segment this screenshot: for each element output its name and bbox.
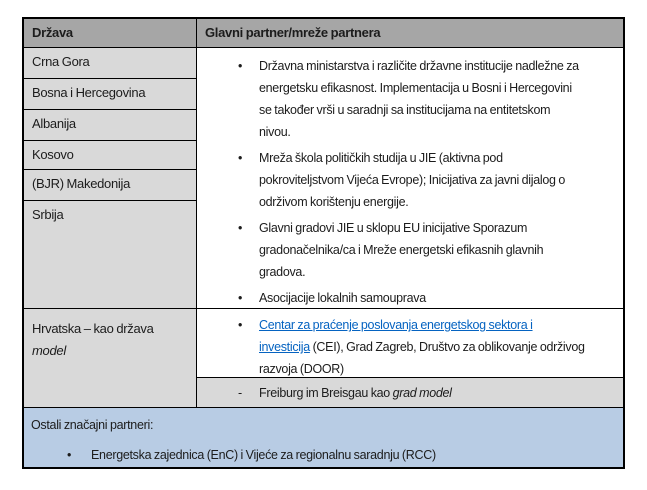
country-cell-srbija: Srbija	[24, 201, 196, 308]
freiburg-text-line	[259, 382, 619, 404]
bullet-text-line: energetsku efikasnost. Implementacija u Bosni i Hercegovini	[259, 81, 572, 95]
bullet-icon: •	[238, 221, 243, 235]
cei-text-rest: (CEI), Grad Zagreb, Društvo za oblikovanje održivog	[309, 340, 585, 354]
partner-bullet-ministries	[238, 55, 619, 143]
partner-bullet-schools-network	[238, 147, 619, 213]
bullet-text-line: nivou.	[259, 125, 291, 139]
footer-bullet-enc-rcc	[67, 444, 615, 466]
bullet-icon: •	[67, 448, 72, 462]
header-cell-country: Država	[24, 19, 196, 47]
bullet-text-line: gradonačelnika/ca i Mreže energetski efikasnih glavnih	[259, 243, 544, 257]
partner-bullet-associations	[238, 287, 619, 308]
bullet-text-line: Državna ministarstva i različite državne institucije nadležne za	[259, 59, 579, 73]
freiburg-text: Freiburg im Breisgau kao	[259, 386, 393, 400]
croatia-label-line: Hrvatska – kao država	[32, 321, 154, 336]
partner-bullet-capital-cities	[238, 217, 619, 283]
bullet-text-line: pokroviteljstvom Vijeća Evrope); Inicijativa za javni dijalog o	[259, 173, 565, 187]
croatia-partners-cell	[197, 309, 623, 377]
footer-bullet-text: Energetska zajednica (EnC) i Vijeće za regionalnu saradnju (RCC)	[91, 448, 436, 462]
croatia-bullet-cei	[238, 314, 619, 377]
country-cell-crna-gora: Crna Gora	[24, 48, 196, 78]
bullet-text-line: gradova.	[259, 265, 306, 279]
bullet-text-line	[259, 336, 619, 358]
country-cell-makedonija: (BJR) Makedonija	[24, 170, 196, 200]
country-cell-bosna: Bosna i Hercegovina	[24, 79, 196, 109]
dash-icon: -	[238, 386, 242, 400]
bullet-text-line: Asocijacije lokalnih samouprava	[259, 291, 426, 305]
freiburg-grad-model: grad model	[392, 386, 452, 400]
partners-table	[22, 17, 625, 469]
bullet-text-line: se također vrši u saradnji sa institucijama na entitetskom	[259, 103, 551, 117]
country-cell-kosovo: Kosovo	[24, 141, 196, 169]
bullet-icon: •	[238, 291, 243, 305]
bullet-text-line	[259, 314, 619, 336]
other-partners-footer	[24, 408, 623, 467]
country-cell-hrvatska-model	[24, 309, 196, 407]
bullet-text-line: održivom korištenju energije.	[259, 195, 409, 209]
freiburg-dash-item	[238, 382, 619, 404]
main-partners-cell	[197, 48, 623, 308]
bullet-text-line: Glavni gradovi JIE u sklopu EU inicijative Sporazum	[259, 221, 528, 235]
bullet-icon: •	[238, 318, 243, 332]
footer-label: Ostali značajni partneri:	[31, 418, 154, 432]
bullet-text-line: Mreža škola političkih studija u JIE (aktivna pod	[259, 151, 503, 165]
cei-link-line1[interactable]: Centar za praćenje poslovanja energetskog sektora i	[259, 318, 533, 332]
cei-link-line2[interactable]: investicija	[259, 340, 310, 354]
bullet-text-line: razvoja (DOOR)	[259, 362, 344, 376]
country-cell-albanija: Albanija	[24, 110, 196, 140]
croatia-label-model: model	[32, 343, 66, 358]
freiburg-cell	[197, 378, 623, 407]
header-cell-partners: Glavni partner/mreže partnera	[197, 19, 623, 47]
bullet-icon: •	[238, 151, 243, 165]
bullet-icon: •	[238, 59, 243, 73]
